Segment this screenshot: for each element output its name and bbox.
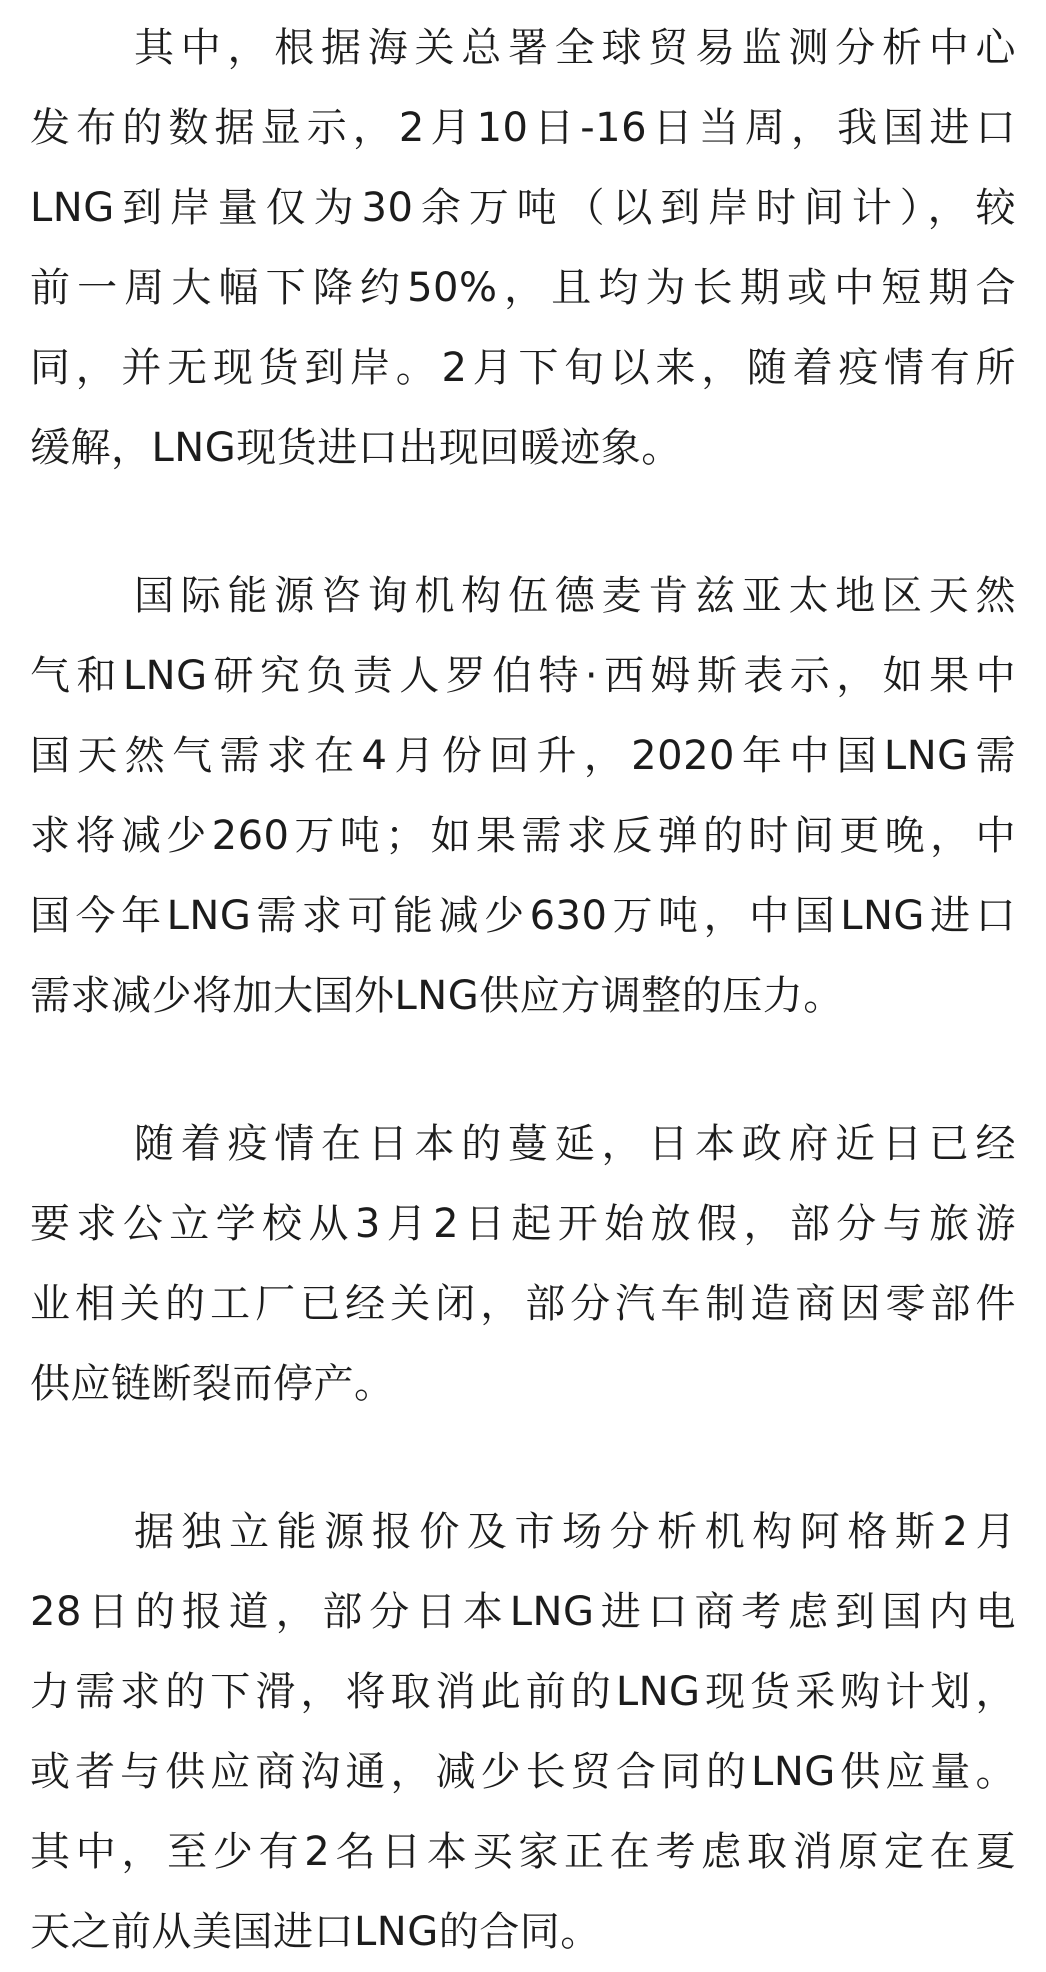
text-line: 力需求的下滑，将取消此前的LNG现货采购计划， xyxy=(30,1669,1016,1715)
text-line: LNG到岸量仅为30余万吨（以到岸时间计），较 xyxy=(30,185,1016,231)
paragraph-2 xyxy=(30,556,1046,1036)
text-line: 缓解，LNG现货进口出现回暖迹象。 xyxy=(30,425,682,471)
text-line: 气和LNG研究负责人罗伯特·西姆斯表示，如果中 xyxy=(30,653,1016,699)
paragraph-4 xyxy=(30,1492,1046,1972)
text-line: 或者与供应商沟通，减少长贸合同的LNG供应量。 xyxy=(30,1749,1016,1795)
text-line: 据独立能源报价及市场分析机构阿格斯2月 xyxy=(134,1509,1016,1555)
text-line: 其中，根据海关总署全球贸易监测分析中心 xyxy=(134,25,1016,71)
text-line: 需求减少将加大国外LNG供应方调整的压力。 xyxy=(30,973,844,1019)
text-line: 同，并无现货到岸。2月下旬以来，随着疫情有所 xyxy=(30,345,1016,391)
text-line: 要求公立学校从3月2日起开始放假，部分与旅游 xyxy=(30,1201,1016,1247)
text-line: 业相关的工厂已经关闭，部分汽车制造商因零部件 xyxy=(30,1281,1016,1327)
text-line: 国际能源咨询机构伍德麦肯兹亚太地区天然 xyxy=(134,573,1016,619)
paragraph-1 xyxy=(30,8,1046,488)
text-line: 其中，至少有2名日本买家正在考虑取消原定在夏 xyxy=(30,1829,1016,1875)
text-line: 发布的数据显示，2月10日-16日当周，我国进口 xyxy=(30,105,1016,151)
text-line: 随着疫情在日本的蔓延，日本政府近日已经 xyxy=(134,1121,1016,1167)
text-line: 求将减少260万吨；如果需求反弹的时间更晚，中 xyxy=(30,813,1016,859)
text-line: 国天然气需求在4月份回升，2020年中国LNG需 xyxy=(30,733,1016,779)
text-line: 前一周大幅下降约50%，且均为长期或中短期合 xyxy=(30,265,1016,311)
paragraph-3 xyxy=(30,1104,1046,1424)
text-line: 天之前从美国进口LNG的合同。 xyxy=(30,1909,601,1955)
text-line: 28日的报道，部分日本LNG进口商考虑到国内电 xyxy=(30,1589,1016,1635)
text-line: 供应链断裂而停产。 xyxy=(30,1361,395,1407)
text-line: 国今年LNG需求可能减少630万吨，中国LNG进口 xyxy=(30,893,1016,939)
